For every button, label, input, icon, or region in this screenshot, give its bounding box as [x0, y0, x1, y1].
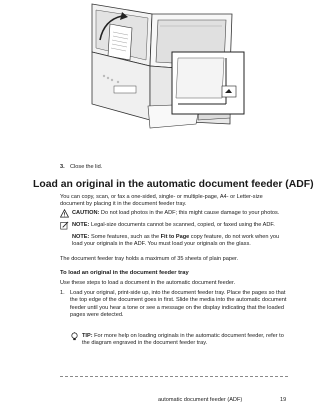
note-body-before: Some features, such as the	[90, 234, 160, 240]
tip-text	[82, 333, 290, 348]
note-body: Legal-size documents cannot be scanned, copied, or faxed using the ADF.	[90, 222, 275, 228]
footer-section-name: automatic document feeder (ADF)	[158, 397, 243, 403]
caution-triangle-icon	[60, 209, 69, 218]
note-fit-to-page	[72, 234, 290, 249]
note-pencil-icon	[60, 221, 69, 230]
footer-divider	[60, 376, 288, 377]
footer-page-number: 19	[280, 397, 287, 403]
tip-label: TIP:	[82, 333, 93, 339]
note-legal-size	[72, 222, 290, 229]
section-heading: Load an original in the automatic document feeder (ADF)	[33, 179, 314, 190]
caution-text	[72, 210, 290, 217]
step-1-number: 1.	[60, 290, 65, 296]
note-label-2: NOTE:	[72, 234, 90, 240]
capacity-paragraph: The document feeder tray holds a maximum of 35 sheets of plain paper.	[60, 256, 239, 262]
caution-body: Do not load photos in the ADF; this might cause damage to your photos.	[100, 210, 280, 216]
step-number: 3.	[60, 164, 65, 170]
steps-intro: Use these steps to load a document in the automatic document feeder.	[60, 280, 236, 286]
note-body-after: copy feature, do not work when you load your originals in the ADF. You must load your originals on the glass.	[72, 234, 280, 248]
step-close-lid	[60, 164, 280, 171]
printer-illustration	[0, 0, 300, 160]
fit-to-page-term: Fit to Page	[160, 234, 190, 240]
intro-paragraph: You can copy, scan, or fax a one-sided, single- or multiple-page, A4- or Letter-size document by placing it in the document feeder tray.	[60, 194, 263, 208]
caution-label: CAUTION:	[72, 210, 100, 216]
step-text: Close the lid.	[70, 164, 103, 170]
tip-lightbulb-icon	[70, 332, 79, 341]
note-label: NOTE:	[72, 222, 90, 228]
step-1-text: Load your original, print-side up, into the document feeder tray. Place the pages so that the top edge of the document goes in first. Slide the media into the automatic document feeder until you hear a tone or see a message on the display indicating that the loaded pages were detected.	[70, 290, 287, 319]
procedure-heading: To load an original in the document feeder tray	[60, 270, 189, 276]
tip-body: For more help on loading originals in the automatic document feeder, refer to the diagram engraved in the document feeder tray.	[82, 333, 284, 347]
